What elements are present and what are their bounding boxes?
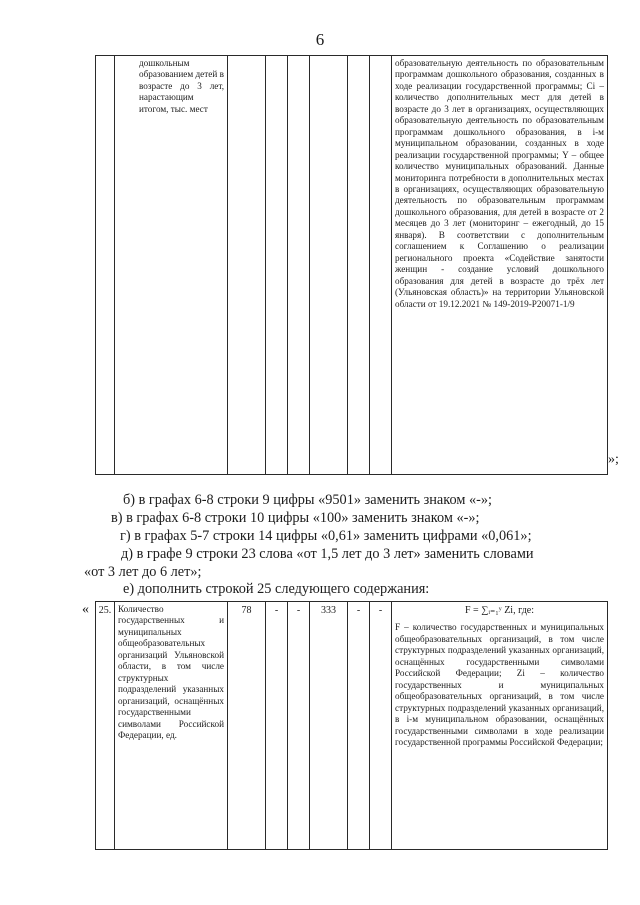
page-number: 6 [315, 30, 325, 49]
paragraph-d-line1: д) в графе 9 строки 23 слова «от 1,5 лет до 3 лет» заменить словами [121, 546, 534, 562]
value-cell: - [348, 602, 370, 850]
indicator-table-continued [95, 55, 608, 475]
row-number-cell: 25. [96, 602, 115, 850]
value-cell [310, 56, 348, 475]
paragraph-v: в) в графах 6-8 строки 10 цифры «100» заменить знаком «-»; [111, 510, 480, 526]
value-cell [288, 56, 310, 475]
value-cell [348, 56, 370, 475]
paragraph-d-line2: «от 3 лет до 6 лет»; [84, 564, 202, 580]
value-cell: - [266, 602, 288, 850]
value-cell: - [370, 602, 392, 850]
value-cell [370, 56, 392, 475]
value-cell [228, 56, 266, 475]
closing-quote: »; [608, 452, 619, 467]
methodology-cell [392, 602, 608, 850]
formula-description: F – количество государственных и муниципальных общеобразовательных организаций, в том числе структурных подразделений указанных организаций, оснащённых государственными символами Российской Федерации; Zi – количество государственных и муниципальных общеобразовательных организаций, в том числе структурных подразделений указанных организаций, в i-м муниципальном образовании, оснащённых государственными символами в ходе реализации государственной программы Российской Федерации; [395, 622, 604, 747]
paragraph-g: г) в графах 5-7 строки 14 цифры «0,61» заменить цифрами «0,061»; [120, 528, 532, 544]
methodology-cell: образовательную деятельность по образовательным программам дошкольного образования, созданных в ходе реализации государственной программы; Ci – количество дополнительных мест для детей в возрасте до 3 лет в организациях, осуществляющих образовательную деятельность по образовательным программам дошкольного образования, в i-м муниципальном образовании, созданных в ходе реализации государственной программы; Y – общее количество муниципальных образований. Данные мониторинга потребности в дополнительных местах в организациях, осуществляющих образовательную деятельность по образовательным программам дошкольного образования, для детей в возрасте от 2 месяцев до 3 лет (мониторинг – ежегодный, до 15 января). В соответствии с дополнительным соглашением к Соглашению о реализации регионального проекта «Содействие занятости женщин - создание условий дошкольного образования для детей в возрасте до трёх лет (Ульяновская область)» на территории Ульяновской области от 19.12.2021 № 149-2019-Р20071-1/9 [392, 56, 608, 475]
row-number-cell [96, 56, 115, 475]
value-cell [266, 56, 288, 475]
paragraph-b: б) в графах 6-8 строки 9 цифры «9501» заменить знаком «-»; [123, 492, 492, 508]
new-indicator-row-25 [95, 601, 608, 850]
formula: F = ∑ᵢ₌₁ʸ Zi, где: [465, 605, 534, 616]
value-cell: 333 [310, 602, 348, 850]
value-cell: 78 [228, 602, 266, 850]
paragraph-e: е) дополнить строкой 25 следующего содержания: [123, 581, 430, 597]
indicator-name-cell: дошкольным образованием детей в возрасте до 3 лет, нарастающим итогом, тыс. мест [115, 56, 228, 475]
indicator-name-cell: Количество государственных и муниципальных общеобразовательных организаций Ульяновской области, в том числе структурных подразделений указанных организаций, оснащённых государственными символами Российской Федерации, ед. [115, 602, 228, 850]
value-cell: - [288, 602, 310, 850]
opening-quote: « [82, 602, 89, 617]
